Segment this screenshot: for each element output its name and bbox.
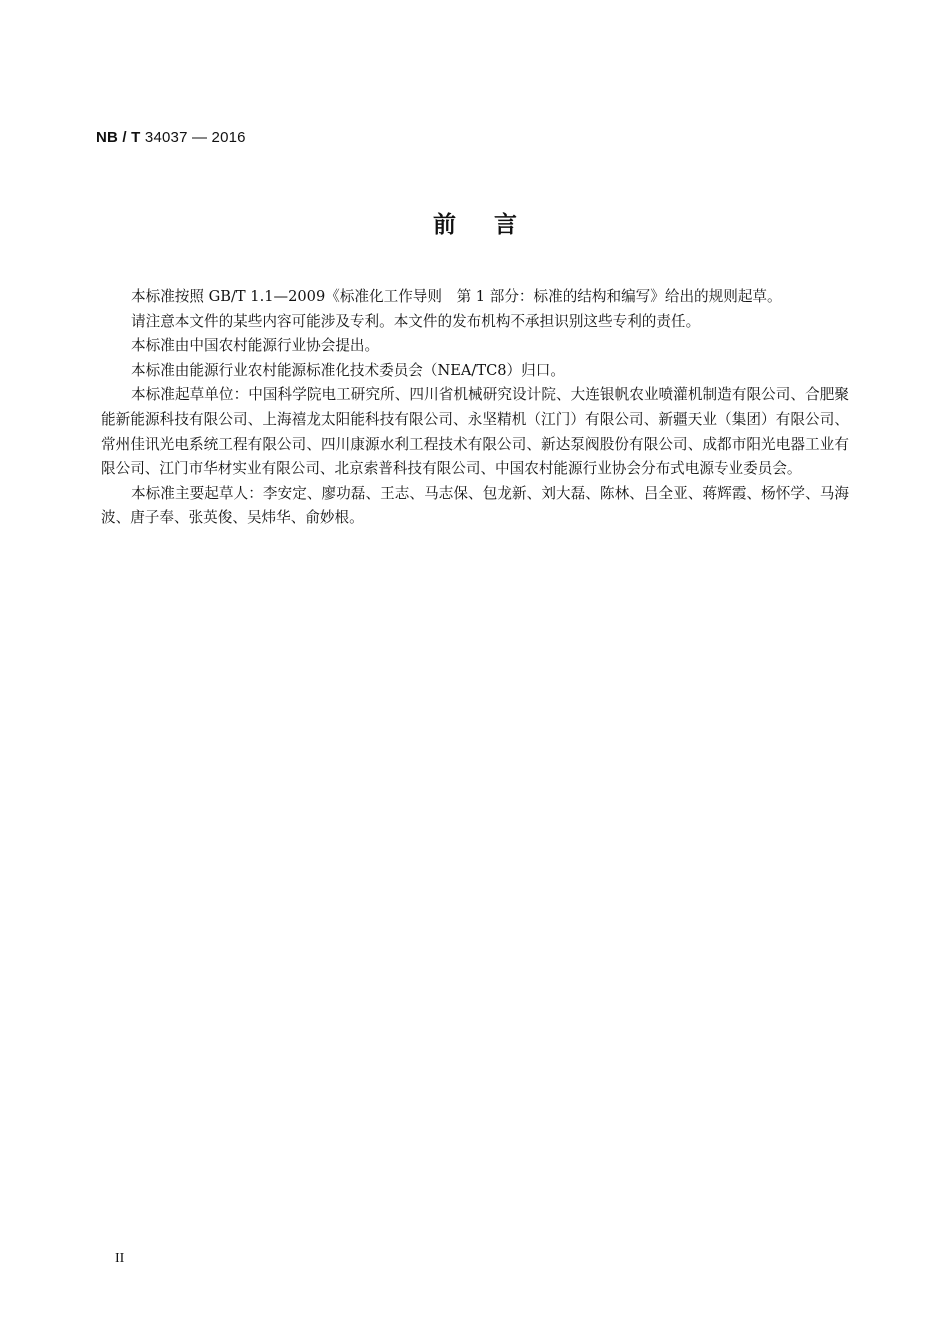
paragraph-drafting-units: 本标准起草单位：中国科学院电工研究所、四川省机械研究设计院、大连银帆农业喷灌机制造有限公司、合肥聚能新能源科技有限公司、上海禧龙太阳能科技有限公司、永坚精机（江门）有限公司、新疆天业（集团）有限公司、常州佳讯光电系统工程有限公司、四川康源水利工程技术有限公司、新达泵阀股份有限公司、成都市阳光电器工业有限公司、江门市华材实业有限公司、北京索普科技有限公司、中国农村能源行业协会分布式电源专业委员会。 xyxy=(101,386,849,478)
standard-code-number: 34037 — 2016 xyxy=(140,129,246,146)
standard-code-prefix: NB / T xyxy=(96,129,141,146)
paragraph-main-drafters: 本标准主要起草人：李安定、廖功磊、王志、马志保、包龙新、刘大磊、陈林、吕全亚、蒋辉霞、杨怀学、马海波、唐子奉、张英俊、吴炜华、俞妙根。 xyxy=(101,484,849,527)
paragraph-centralized-by: 本标准由能源行业农村能源标准化技术委员会（NEA/TC8）归口。 xyxy=(131,361,565,379)
foreword-body xyxy=(101,285,849,531)
standard-code xyxy=(96,129,246,146)
page-number: II xyxy=(115,1251,125,1266)
page-title: 前言 xyxy=(433,212,555,238)
paragraph-proposer: 本标准由中国农村能源行业协会提出。 xyxy=(131,337,380,355)
paragraph-drafting-rules: 本标准按照 GB/T 1.1—2009《标准化工作导则 第 1 部分：标准的结构和编写》给出的规则起草。 xyxy=(131,288,782,305)
paragraph-patent-notice: 请注意本文件的某些内容可能涉及专利。本文件的发布机构不承担识别这些专利的责任。 xyxy=(131,312,701,330)
